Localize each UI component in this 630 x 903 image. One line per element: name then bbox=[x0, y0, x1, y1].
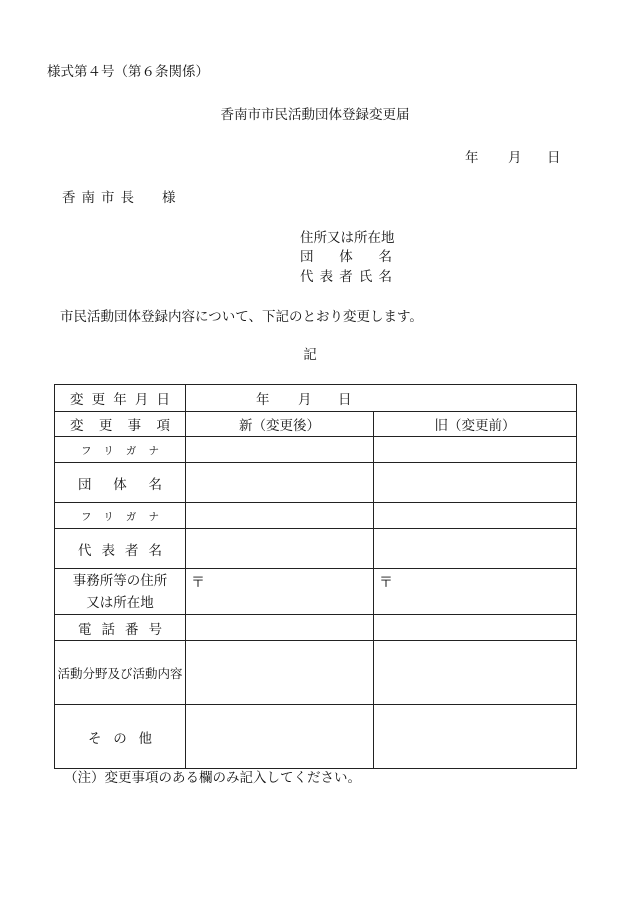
change-date-label-cell bbox=[55, 385, 186, 412]
table-row-group-name bbox=[55, 463, 577, 503]
group-name-new-cell[interactable] bbox=[186, 463, 374, 503]
activity-label-cell: 活動分野及び活動内容 bbox=[55, 641, 186, 705]
document-title: 香南市市民活動団体登録変更届 bbox=[220, 107, 410, 123]
applicant-group-label: 団体名 bbox=[300, 249, 392, 265]
change-date-label: 変更年月日 bbox=[70, 392, 170, 408]
representative-label-cell bbox=[55, 529, 186, 569]
postal-mark-new: 〒 bbox=[191, 574, 205, 591]
other-label-cell bbox=[55, 705, 186, 769]
furigana-new-cell-2[interactable] bbox=[186, 503, 374, 529]
addressee-honorific: 様 bbox=[162, 190, 182, 206]
table-row-office-address bbox=[55, 569, 577, 615]
office-address-old-cell[interactable] bbox=[374, 569, 577, 615]
phone-new-cell[interactable] bbox=[186, 615, 374, 641]
furigana-old-cell-1[interactable] bbox=[374, 437, 577, 463]
representative-new-cell[interactable] bbox=[186, 529, 374, 569]
furigana-new-cell-1[interactable] bbox=[186, 437, 374, 463]
change-form-table bbox=[54, 384, 577, 769]
other-old-cell[interactable] bbox=[374, 705, 577, 769]
new-header: 新（変更後） bbox=[186, 412, 374, 437]
addressee-name: 香南市長 bbox=[62, 190, 140, 206]
table-row-other bbox=[55, 705, 577, 769]
change-date-value-cell[interactable] bbox=[186, 385, 577, 412]
group-name-old-cell[interactable] bbox=[374, 463, 577, 503]
date-year-label: 年 bbox=[465, 150, 479, 166]
date-day-label: 日 bbox=[547, 150, 561, 166]
group-name-label-cell bbox=[55, 463, 186, 503]
table-row-activity bbox=[55, 641, 577, 705]
date-month-label: 月 bbox=[508, 150, 522, 166]
other-label: その他 bbox=[88, 730, 152, 747]
phone-label: 電話番号 bbox=[78, 621, 162, 638]
applicant-representative-label: 代表者氏名 bbox=[300, 269, 392, 285]
change-date-day: 日 bbox=[338, 392, 352, 408]
office-address-new-cell[interactable] bbox=[186, 569, 374, 615]
table-row-header bbox=[55, 412, 577, 437]
statement-text: 市民活動団体登録内容について、下記のとおり変更します。 bbox=[60, 309, 423, 325]
representative-old-cell[interactable] bbox=[374, 529, 577, 569]
office-address-label-line-2: 又は所在地 bbox=[86, 594, 154, 611]
representative-label: 代表者名 bbox=[78, 542, 162, 559]
applicant-address-label: 住所又は所在地 bbox=[300, 230, 395, 246]
postal-mark-old: 〒 bbox=[379, 574, 393, 591]
change-items-label-cell bbox=[55, 412, 186, 437]
ki-heading: 記 bbox=[303, 347, 317, 363]
table-row-phone bbox=[55, 615, 577, 641]
phone-old-cell[interactable] bbox=[374, 615, 577, 641]
office-address-label-cell bbox=[55, 569, 186, 615]
furigana-label-cell-1 bbox=[55, 437, 186, 463]
addressee bbox=[62, 192, 182, 206]
office-address-label-line-1: 事務所等の住所 bbox=[72, 572, 168, 589]
table-row-representative bbox=[55, 529, 577, 569]
group-name-label: 団体名 bbox=[78, 476, 162, 493]
furigana-old-cell-2[interactable] bbox=[374, 503, 577, 529]
furigana-label-cell-2 bbox=[55, 503, 186, 529]
phone-label-cell bbox=[55, 615, 186, 641]
change-date-year: 年 bbox=[256, 392, 270, 408]
change-items-label: 変更事項 bbox=[70, 418, 170, 434]
footnote: （注）変更事項のある欄のみ記入してください。 bbox=[64, 770, 361, 786]
activity-new-cell[interactable] bbox=[186, 641, 374, 705]
table-row-furigana-group bbox=[55, 437, 577, 463]
activity-old-cell[interactable] bbox=[374, 641, 577, 705]
table-row-change-date bbox=[55, 385, 577, 412]
other-new-cell[interactable] bbox=[186, 705, 374, 769]
form-number: 様式第４号（第６条関係） bbox=[47, 64, 209, 80]
change-date-month: 月 bbox=[298, 392, 312, 408]
old-header: 旧（変更前） bbox=[374, 412, 577, 437]
table-row-furigana-rep bbox=[55, 503, 577, 529]
furigana-label-1: フリガナ bbox=[81, 444, 159, 457]
furigana-label-2: フリガナ bbox=[81, 510, 159, 523]
